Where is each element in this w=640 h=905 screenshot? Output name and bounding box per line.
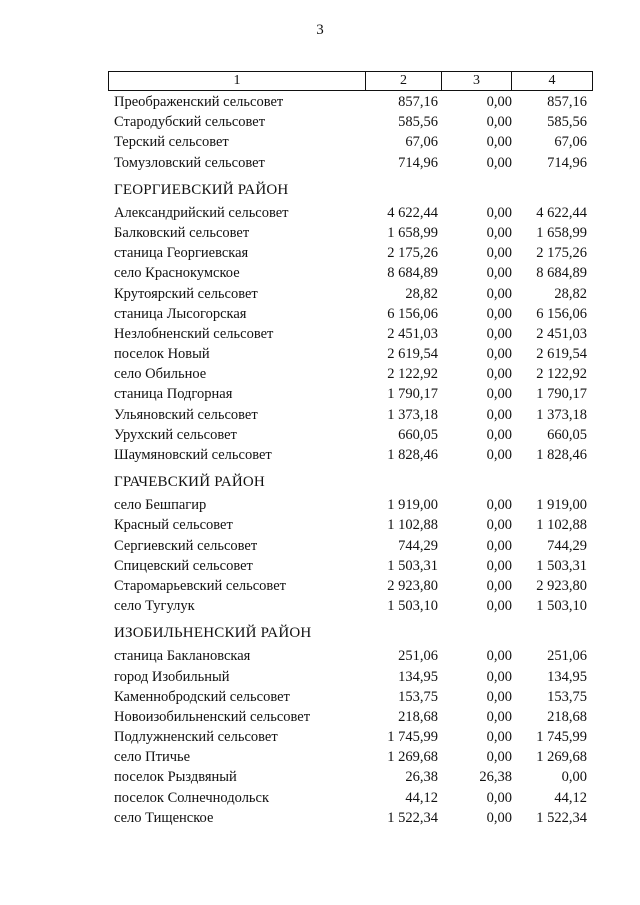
value-col-4: 1 790,17 — [536, 386, 587, 403]
value-col-4: 1 102,88 — [536, 517, 587, 534]
value-col-2: 1 828,46 — [387, 447, 438, 463]
value-col-2: 1 658,99 — [387, 224, 438, 241]
value-col-4: 8 684,89 — [536, 265, 587, 282]
header-col-2: 2 — [366, 72, 442, 90]
value-col-4: 2 923,80 — [536, 577, 587, 594]
settlement-name: Незлобненский сельсовет — [114, 325, 274, 342]
value-col-3: 0,00 — [486, 557, 512, 574]
settlement-name: Терский сельсовет — [114, 134, 229, 151]
settlement-name: село Тугулук — [114, 598, 195, 615]
value-col-3: 0,00 — [486, 497, 512, 514]
district-heading: ГРАЧЕВСКИЙ РАЙОН — [114, 474, 265, 491]
value-col-3: 0,00 — [486, 598, 512, 615]
district-heading: ИЗОБИЛЬНЕНСКИЙ РАЙОН — [114, 625, 312, 642]
settlement-name: Шаумяновский сельсовет — [114, 447, 272, 463]
value-col-2: 2 451,03 — [387, 325, 438, 342]
settlement-name: село Краснокумское — [114, 265, 240, 282]
settlement-name: Крутоярский сельсовет — [114, 285, 258, 302]
settlement-name: Преображенский сельсовет — [114, 94, 284, 110]
table-row — [114, 405, 594, 425]
value-col-3: 0,00 — [486, 577, 512, 594]
value-col-3: 0,00 — [486, 134, 512, 151]
table-row — [114, 203, 594, 223]
value-col-3: 26,38 — [479, 769, 512, 786]
settlement-name: поселок Новый — [114, 346, 210, 363]
value-col-2: 1 503,31 — [387, 557, 438, 574]
value-col-4: 28,82 — [554, 285, 587, 302]
value-col-2: 44,12 — [405, 789, 438, 806]
table-row — [114, 646, 594, 666]
value-col-4: 0,00 — [561, 769, 587, 786]
table-row — [114, 384, 594, 404]
value-col-3: 0,00 — [486, 386, 512, 403]
value-col-2: 2 175,26 — [387, 245, 438, 262]
value-col-2: 1 790,17 — [387, 386, 438, 403]
table-row — [114, 445, 594, 465]
table-row — [114, 808, 594, 828]
settlement-name: Томузловский сельсовет — [114, 154, 265, 171]
table-row — [114, 515, 594, 535]
settlement-name: Балковский сельсовет — [114, 224, 250, 241]
header-col-3: 3 — [442, 72, 512, 90]
value-col-2: 4 622,44 — [387, 204, 438, 221]
value-col-4: 134,95 — [547, 668, 587, 685]
value-col-2: 8 684,89 — [387, 265, 438, 282]
table-row — [114, 223, 594, 243]
settlement-name: село Птичье — [114, 749, 191, 766]
table-row — [114, 132, 594, 152]
table-row — [114, 495, 594, 515]
table-header — [108, 71, 593, 91]
value-col-3: 0,00 — [486, 94, 512, 110]
table-row — [114, 707, 594, 727]
value-col-4: 1 503,10 — [536, 598, 587, 615]
value-col-4: 1 658,99 — [536, 224, 587, 241]
value-col-3: 0,00 — [486, 325, 512, 342]
value-col-4: 2 175,26 — [536, 245, 587, 262]
value-col-2: 26,38 — [405, 769, 438, 786]
value-col-3: 0,00 — [486, 204, 512, 221]
settlement-name: Стародубский сельсовет — [114, 114, 266, 131]
page-number: 3 — [316, 22, 324, 38]
table-row — [114, 747, 594, 767]
table-row — [114, 767, 594, 787]
value-col-3: 0,00 — [486, 245, 512, 262]
table-row — [114, 425, 594, 445]
table-row — [114, 536, 594, 556]
value-col-3: 0,00 — [486, 517, 512, 534]
value-col-2: 1 745,99 — [387, 729, 438, 746]
value-col-2: 585,56 — [398, 114, 438, 131]
value-col-4: 1 503,31 — [536, 557, 587, 574]
value-col-3: 0,00 — [486, 668, 512, 685]
value-col-4: 1 828,46 — [536, 447, 587, 463]
value-col-2: 153,75 — [398, 688, 438, 705]
settlement-name: Урухский сельсовет — [114, 426, 237, 443]
value-col-4: 44,12 — [554, 789, 587, 806]
value-col-3: 0,00 — [486, 708, 512, 725]
value-col-2: 67,06 — [405, 134, 438, 151]
table-row — [114, 727, 594, 747]
value-col-3: 0,00 — [486, 154, 512, 171]
value-col-4: 1 522,34 — [536, 809, 587, 826]
value-col-2: 1 503,10 — [387, 598, 438, 615]
settlement-name: Новоизобильненский сельсовет — [114, 708, 311, 725]
settlement-name: Ульяновский сельсовет — [114, 406, 258, 423]
settlement-name: Подлужненский сельсовет — [114, 729, 278, 746]
settlement-name: Старомарьевский сельсовет — [114, 577, 286, 594]
settlement-name: поселок Солнечнодольск — [114, 789, 270, 806]
table-body — [114, 92, 594, 828]
value-col-2: 1 102,88 — [387, 517, 438, 534]
value-col-3: 0,00 — [486, 366, 512, 383]
value-col-2: 28,82 — [405, 285, 438, 302]
value-col-2: 134,95 — [398, 668, 438, 685]
settlement-name: Красный сельсовет — [114, 517, 233, 534]
value-col-4: 1 919,00 — [536, 497, 587, 514]
value-col-4: 585,56 — [547, 114, 587, 131]
table-row — [114, 92, 594, 112]
table-row — [114, 364, 594, 384]
value-col-4: 660,05 — [547, 426, 587, 443]
value-col-3: 0,00 — [486, 426, 512, 443]
settlement-name: село Бешпагир — [114, 497, 207, 514]
value-col-2: 714,96 — [398, 154, 438, 171]
value-col-2: 1 522,34 — [387, 809, 438, 826]
table-row — [114, 344, 594, 364]
settlement-name: Каменнобродский сельсовет — [114, 688, 290, 705]
district-heading: ГЕОРГИЕВСКИЙ РАЙОН — [114, 181, 289, 198]
table-row — [114, 788, 594, 808]
value-col-3: 0,00 — [486, 224, 512, 241]
value-col-4: 67,06 — [554, 134, 587, 151]
settlement-name: станица Баклановская — [114, 648, 251, 665]
table-row — [114, 304, 594, 324]
settlement-name: Александрийский сельсовет — [114, 204, 289, 221]
value-col-4: 1 269,68 — [536, 749, 587, 766]
table-row — [114, 263, 594, 283]
table-row — [114, 687, 594, 707]
value-col-4: 857,16 — [547, 94, 587, 110]
value-col-3: 0,00 — [486, 406, 512, 423]
value-col-2: 2 122,92 — [387, 366, 438, 383]
value-col-3: 0,00 — [486, 688, 512, 705]
value-col-3: 0,00 — [486, 749, 512, 766]
value-col-2: 1 373,18 — [387, 406, 438, 423]
settlement-name: станица Подгорная — [114, 386, 233, 403]
value-col-4: 1 373,18 — [536, 406, 587, 423]
header-col-4: 4 — [548, 73, 556, 88]
value-col-3: 0,00 — [486, 648, 512, 665]
value-col-3: 0,00 — [486, 729, 512, 746]
value-col-2: 744,29 — [398, 537, 438, 554]
table-row — [114, 667, 594, 687]
value-col-3: 0,00 — [486, 447, 512, 463]
table-row — [114, 112, 594, 132]
value-col-3: 0,00 — [486, 265, 512, 282]
settlement-name: село Тищенское — [114, 809, 214, 826]
table-row — [114, 556, 594, 576]
settlement-name: станица Лысогорская — [114, 305, 247, 322]
value-col-4: 2 619,54 — [536, 346, 587, 363]
value-col-4: 251,06 — [547, 648, 587, 665]
value-col-4: 2 451,03 — [536, 325, 587, 342]
table-row — [114, 596, 594, 616]
table-row — [114, 243, 594, 263]
value-col-3: 0,00 — [486, 285, 512, 302]
value-col-4: 4 622,44 — [536, 204, 587, 221]
value-col-2: 2 619,54 — [387, 346, 438, 363]
value-col-4: 1 745,99 — [536, 729, 587, 746]
value-col-3: 0,00 — [486, 346, 512, 363]
value-col-4: 6 156,06 — [536, 305, 587, 322]
value-col-4: 2 122,92 — [536, 366, 587, 383]
table-row — [114, 153, 594, 173]
value-col-2: 1 919,00 — [387, 497, 438, 514]
value-col-2: 251,06 — [398, 648, 438, 665]
value-col-3: 0,00 — [486, 114, 512, 131]
value-col-4: 714,96 — [547, 154, 587, 171]
settlement-name: Спицевский сельсовет — [114, 557, 253, 574]
settlement-name: село Обильное — [114, 366, 207, 383]
value-col-2: 218,68 — [398, 708, 438, 725]
value-col-3: 0,00 — [486, 809, 512, 826]
value-col-4: 218,68 — [547, 708, 587, 725]
value-col-4: 744,29 — [547, 537, 587, 554]
value-col-3: 0,00 — [486, 305, 512, 322]
settlement-name: Сергиевский сельсовет — [114, 537, 258, 554]
settlement-name: станица Георгиевская — [114, 245, 249, 262]
header-col-1: 1 — [109, 72, 366, 90]
value-col-3: 0,00 — [486, 789, 512, 806]
value-col-4: 153,75 — [547, 688, 587, 705]
value-col-2: 2 923,80 — [387, 577, 438, 594]
value-col-2: 857,16 — [398, 94, 438, 110]
value-col-2: 1 269,68 — [387, 749, 438, 766]
value-col-2: 660,05 — [398, 426, 438, 443]
settlement-name: город Изобильный — [114, 668, 230, 685]
table-row — [114, 284, 594, 304]
table-row — [114, 324, 594, 344]
table-row — [114, 576, 594, 596]
settlement-name: поселок Рыздвяный — [114, 769, 237, 786]
value-col-2: 6 156,06 — [387, 305, 438, 322]
value-col-3: 0,00 — [486, 537, 512, 554]
